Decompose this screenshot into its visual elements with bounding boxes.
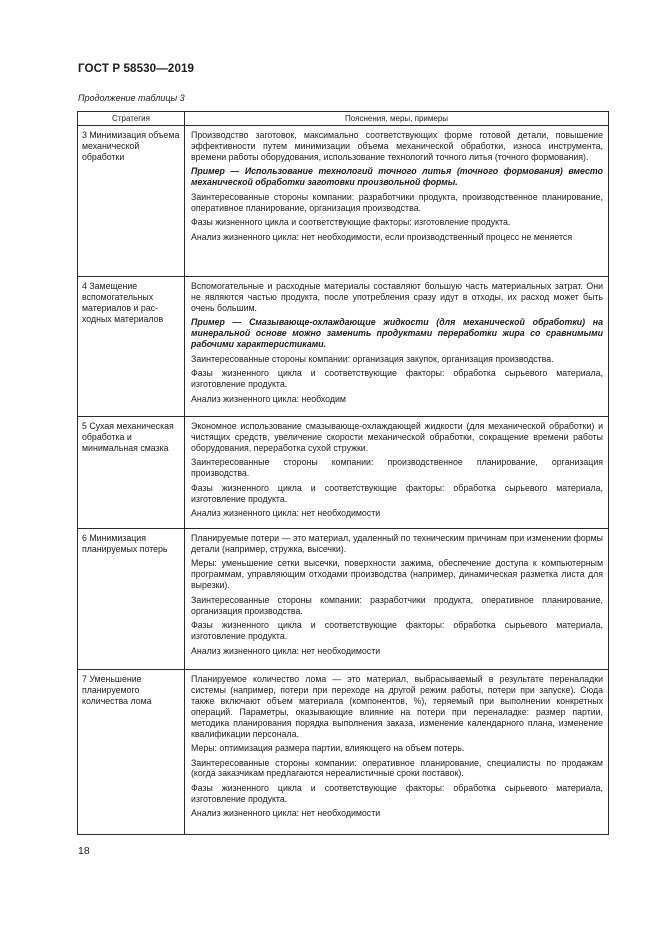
document-code: ГОСТ Р 58530—2019: [78, 62, 195, 75]
strategy-table: [77, 111, 609, 835]
stakeholders-paragraph: Заинтересованные стороны компании: разработчики продукта, производственное планирование, оперативное планирование, организация производства.: [191, 191, 603, 213]
example-paragraph: Пример — Использование технологий точного литья (точного формования) вместо механической обработки заготовки произвольной формы.: [191, 166, 603, 188]
lifecycle-analysis-paragraph: Анализ жизненного цикла: нет необходимости: [191, 508, 381, 519]
table-row: [78, 670, 609, 835]
measures-paragraph: Меры: уменьшение сетки высечки, поверхности зажима, обеспечение доступа к компьютерным программам, управляющим отходами производства (например, динамическая разметка листа для вырезки).: [191, 558, 603, 591]
table-row: [78, 126, 609, 277]
column-header-explanations: Пояснения, меры, примеры: [185, 112, 609, 126]
table-row: [78, 417, 609, 529]
strategy-cell: 4 Замещение вспомогательных материалов и расходных материалов: [78, 277, 185, 417]
lifecycle-analysis-paragraph: Анализ жизненного цикла: необходим: [191, 393, 346, 404]
column-header-strategy: Стратегия: [78, 112, 185, 126]
stakeholders-paragraph: Заинтересованные стороны компании: производственное планирование, организация производства.: [191, 457, 603, 479]
description-paragraph: Экономное использование смазывающе-охлаждающей жидкости (для механической обработки) и чистящих средств, увеличение скорости механической обработки, сокращение времени работы оборудования, переработка сухой стружки.: [191, 421, 603, 453]
strategy-cell: 7 Уменьшение планируемого количества лома: [78, 670, 185, 835]
description-paragraph: Производство заготовок, максимально соответствующих форме готовой детали, повышение эффективности путем минимизации объема механической обработки, износа инструмента, времени работы оборудования, использование технологий точного литья (точного формования).: [191, 130, 603, 162]
measures-paragraph: Меры: оптимизация размера партии, влияющего на объем потерь.: [191, 743, 465, 754]
lifecycle-phases-paragraph: Фазы жизненного цикла и соответствующие факторы: обработка сырьевого материала, изготовление продукта.: [191, 782, 603, 804]
stakeholders-paragraph: Заинтересованные стороны компании: оперативное планирование, специалисты по продажам (когда заказчикам предлагаются нереалистичные сроки поставок).: [191, 757, 603, 779]
explanation-cell: [185, 529, 609, 670]
description-paragraph: Вспомогательные и расходные материалы составляют большую часть материальных затрат. Они не являются частью продукта, после употребления сразу идут в отходы, их расход может быть очень большим.: [191, 281, 603, 313]
lifecycle-phases-paragraph: Фазы жизненного цикла и соответствующие факторы: обработка сырьевого материала, изготовление продукта.: [191, 620, 603, 642]
description-paragraph: Планируемые потери — это материал, удаленный по техническим причинам при изменении формы детали (например, стружка, высечки).: [191, 533, 603, 554]
explanation-cell: [185, 417, 609, 529]
strategy-cell: 5 Сухая механическая обработка и минимальная смазка: [78, 417, 185, 529]
table-row: [78, 529, 609, 670]
table-continuation-caption: Продолжение таблицы 3: [78, 93, 185, 103]
stakeholders-paragraph: Заинтересованные стороны компании: разработчики продукта, оперативное планирование, организация производства.: [191, 594, 603, 616]
stakeholders-paragraph: Заинтересованные стороны компании: организация закупок, организация производства.: [191, 353, 554, 364]
lifecycle-phases-paragraph: Фазы жизненного цикла и соответствующие факторы: изготовление продукта.: [191, 217, 511, 228]
example-paragraph: Пример — Смазывающе-охлаждающие жидкости (для механической обработки) на минеральной основе можно заменить продуктами переработки жира со сравнимыми рабочими характеристиками.: [191, 317, 603, 350]
lifecycle-analysis-paragraph: Анализ жизненного цикла: нет необходимости: [191, 645, 381, 656]
table-row: [78, 277, 609, 417]
strategy-cell: 3 Минимизация объема механической обработки: [78, 126, 185, 277]
page-number: 18: [78, 845, 90, 857]
lifecycle-phases-paragraph: Фазы жизненного цикла и соответствующие факторы: обработка сырьевого материала, изготовление продукта.: [191, 368, 603, 390]
strategy-cell: 6 Минимизация планируемых потерь: [78, 529, 185, 670]
lifecycle-analysis-paragraph: Анализ жизненного цикла: нет необходимости: [191, 808, 381, 819]
lifecycle-phases-paragraph: Фазы жизненного цикла и соответствующие факторы: обработка сырьевого материала, изготовление продукта.: [191, 482, 603, 504]
explanation-cell: [185, 126, 609, 277]
lifecycle-analysis-paragraph: Анализ жизненного цикла: нет необходимости, если производственный процесс не меняется: [191, 231, 573, 242]
table-header-row: [78, 112, 609, 126]
explanation-cell: [185, 277, 609, 417]
explanation-cell: [185, 670, 609, 835]
description-paragraph: Планируемое количество лома — это материал, выбрасываемый в результате переналадки системы (например, потери при переходе на другой режим работы, потери при запуске). Сюда также включают объем материала (компонентов, %), теряемый при выполнении конкретных операций. Параметры, оказывающие влияние на потери при переналадке: размер партии, методика планирования порядка выполнения заказа, изменение календарного плана, изменение квалификации персонала.: [191, 674, 603, 739]
